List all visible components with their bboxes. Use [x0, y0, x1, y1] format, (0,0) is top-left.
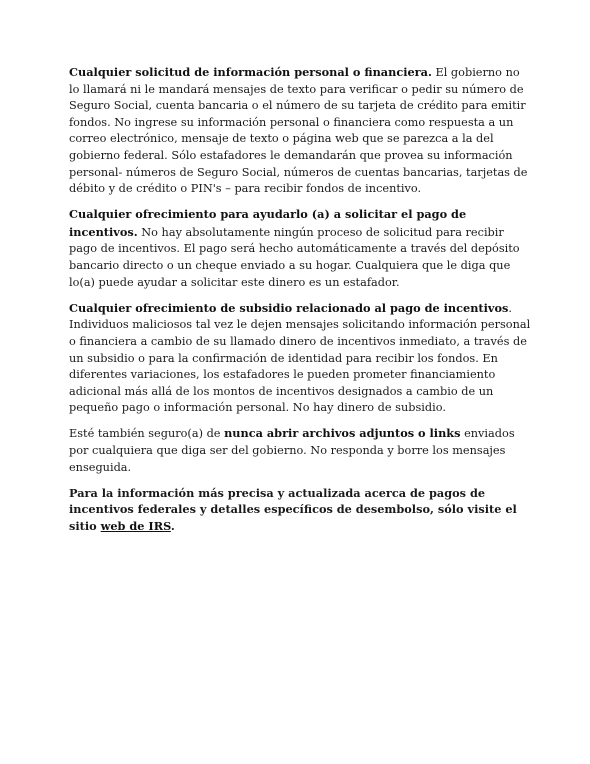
paragraph-body: El gobierno no lo llamará ni le mandará mensajes de texto para verificar o pedir su número de Seguro Social, cuenta bancaria o el número de su tarjeta de crédito para emitir fondos. No ingrese su información personal o financiera como respuesta a un correo electrónico, mensaje de texto o página web que se parezca a la del gobierno federal. Sólo estafadores le demandarán que provea su información personal- números de Seguro Social, números de cuentas bancarias, tarjetas de débito y de crédito o PIN's – para recibir fondos de incentivo.: [69, 66, 528, 196]
paragraph-attachments-warning: [69, 425, 531, 476]
paragraph-subsidy-offer: [69, 300, 531, 417]
document-page: [69, 64, 531, 543]
paragraph-irs-info: [69, 485, 531, 535]
paragraph-text-before: Esté también seguro(a) de: [69, 427, 225, 441]
paragraph-emphasis: nunca abrir archivos adjuntos o links: [224, 426, 461, 441]
paragraph-body: . Individuos maliciosos tal vez le dejen mensajes solicitando información personal o financiera a cambio de su llamado dinero de incentivos inmediato, a través de un subsidio o para la confirmación de identidad para recibir los fondos. En diferentes variaciones, los estafadores le pueden prometer financiamiento adicional más allá de los montos de incentivos designados a cambio de un pequeño pago o información personal. No hay dinero de subsidio.: [69, 301, 531, 415]
paragraph-text: Para la información más precisa y actualizada acerca de pagos de incentivos federales y detalles específicos de desembolso, sólo visite el sitio: [69, 485, 517, 533]
paragraph-personal-info-request: [69, 64, 531, 198]
paragraph-heading: Cualquier ofrecimiento de subsidio relacionado al pago de incentivos: [69, 300, 509, 315]
paragraph-heading: Cualquier ofrecimiento para ayudarlo (a) a solicitar el pago de incentivos.: [69, 207, 467, 239]
irs-website-link[interactable]: web de IRS: [100, 518, 171, 533]
paragraph-text-after: enviados por cualquiera que diga ser del gobierno. No responda y borre los mensajes enseguida.: [69, 427, 515, 474]
paragraph-end: .: [170, 518, 175, 533]
paragraph-help-offer: [69, 206, 531, 291]
paragraph-heading: Cualquier solicitud de información personal o financiera.: [69, 65, 432, 79]
paragraph-body: No hay absolutamente ningún proceso de solicitud para recibir pago de incentivos. El pago será hecho automáticamente a través del depósito bancario directo o un cheque enviado a su hogar. Cualquiera que le diga que lo(a) puede ayudar a solicitar este dinero es un estafador.: [69, 225, 520, 289]
